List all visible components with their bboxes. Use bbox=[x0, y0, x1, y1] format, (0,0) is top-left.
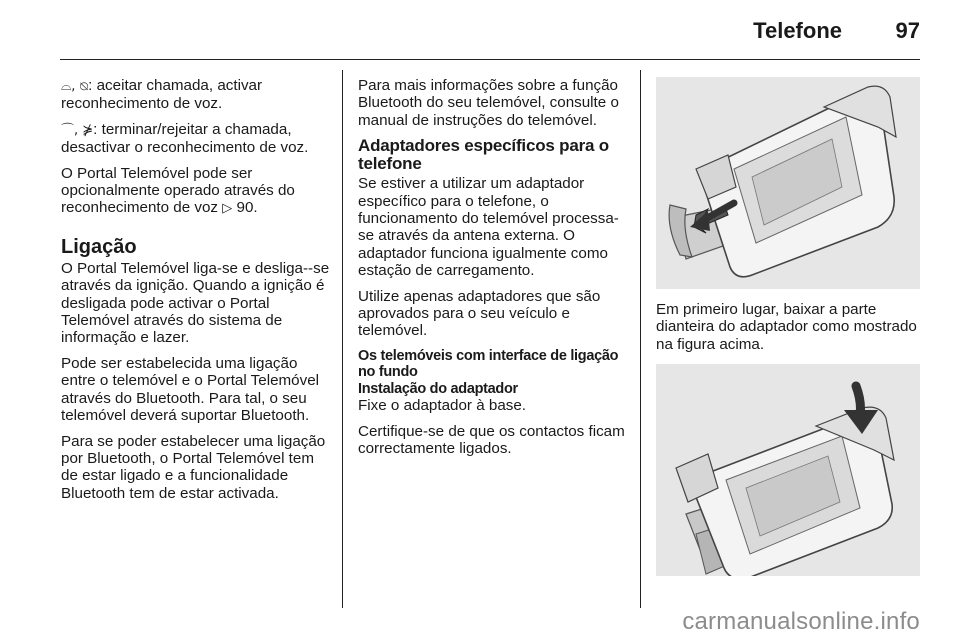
heading-ligacao: Ligação bbox=[61, 235, 137, 258]
phone-answer-icon: ⌓, ⦰ bbox=[61, 79, 89, 94]
page-reference: 90. bbox=[236, 199, 258, 217]
page-number: 97 bbox=[895, 18, 920, 43]
phone-hangup-icon: ⌒, ⋡ bbox=[61, 122, 94, 138]
page-reference-icon: ▷ bbox=[222, 201, 233, 217]
paragraph-accept-call: ⌓, ⦰: aceitar chamada, activar reconhecimento de voz. bbox=[61, 77, 263, 113]
figure-adapter-lowering bbox=[656, 364, 920, 576]
paragraph-more-info: Para mais informações sobre a função Bluetooth do seu telemóvel, consulte o manual de instruções do telemóvel. bbox=[358, 77, 619, 129]
paragraph-bluetooth-link: Pode ser estabelecida uma ligação entre o telemóvel e o Portal Telemóvel através do Bluetooth. Para tal, o seu telemóvel deverá suportar Bluetooth. bbox=[61, 354, 320, 425]
paragraph-bluetooth-requirements: Para se poder estabelecer uma ligação por Bluetooth, o Portal Telemóvel tem de estar ligado e a funcionalidade Bluetooth tem de estar activada. bbox=[61, 432, 326, 502]
column-divider-1 bbox=[342, 70, 343, 608]
heading-adapter-install: Instalação do adaptador bbox=[358, 380, 518, 397]
paragraph-fix-adapter: Fixe o adaptador à base. bbox=[358, 397, 527, 415]
column-3 bbox=[656, 301, 918, 361]
paragraph-lower-front: Em primeiro lugar, baixar a parte dianteira do adaptador como mostrado na figura acima. bbox=[656, 301, 917, 353]
figure-adapter-removal bbox=[656, 77, 920, 289]
column-1 bbox=[61, 77, 333, 510]
watermark: carmanualsonline.info bbox=[682, 608, 920, 635]
paragraph-ignition: O Portal Telemóvel liga-se e desliga--se através da ignição. Quando a ignição é desligada pode activar o Portal Telemóvel através do sistema de informação e lazer. bbox=[61, 259, 330, 347]
header-rule bbox=[60, 59, 920, 60]
paragraph-check-contacts: Certifique-se de que os contactos ficam correctamente ligados. bbox=[358, 422, 625, 458]
heading-adapters: Adaptadores específicos para o telefone bbox=[358, 136, 609, 174]
paragraph-end-call: ⌒, ⋡: terminar/rejeitar a chamada, desactivar o reconhecimento de voz. bbox=[61, 120, 309, 157]
column-divider-2 bbox=[640, 70, 641, 608]
adapter-removal-illustration bbox=[656, 77, 920, 289]
adapter-lowering-illustration bbox=[656, 364, 920, 576]
paragraph-voice-control: O Portal Telemóvel pode ser opcionalmente operado através do reconhecimento de voz ▷ 90. bbox=[61, 164, 295, 217]
page-header bbox=[0, 18, 960, 48]
column-2 bbox=[358, 77, 630, 466]
paragraph-adapter-antenna: Se estiver a utilizar um adaptador específico para o telefone, o funcionamento do telemóvel processa-se através da antena externa. O adaptador funciona igualmente como estação de carregamento. bbox=[358, 175, 619, 280]
paragraph-approved-adapters: Utilize apenas adaptadores que são aprovados para o seu veículo e telemóvel. bbox=[358, 287, 601, 340]
heading-bottom-interface: Os telemóveis com interface de ligação no fundo bbox=[358, 347, 619, 381]
page-title: Telefone bbox=[753, 18, 842, 43]
